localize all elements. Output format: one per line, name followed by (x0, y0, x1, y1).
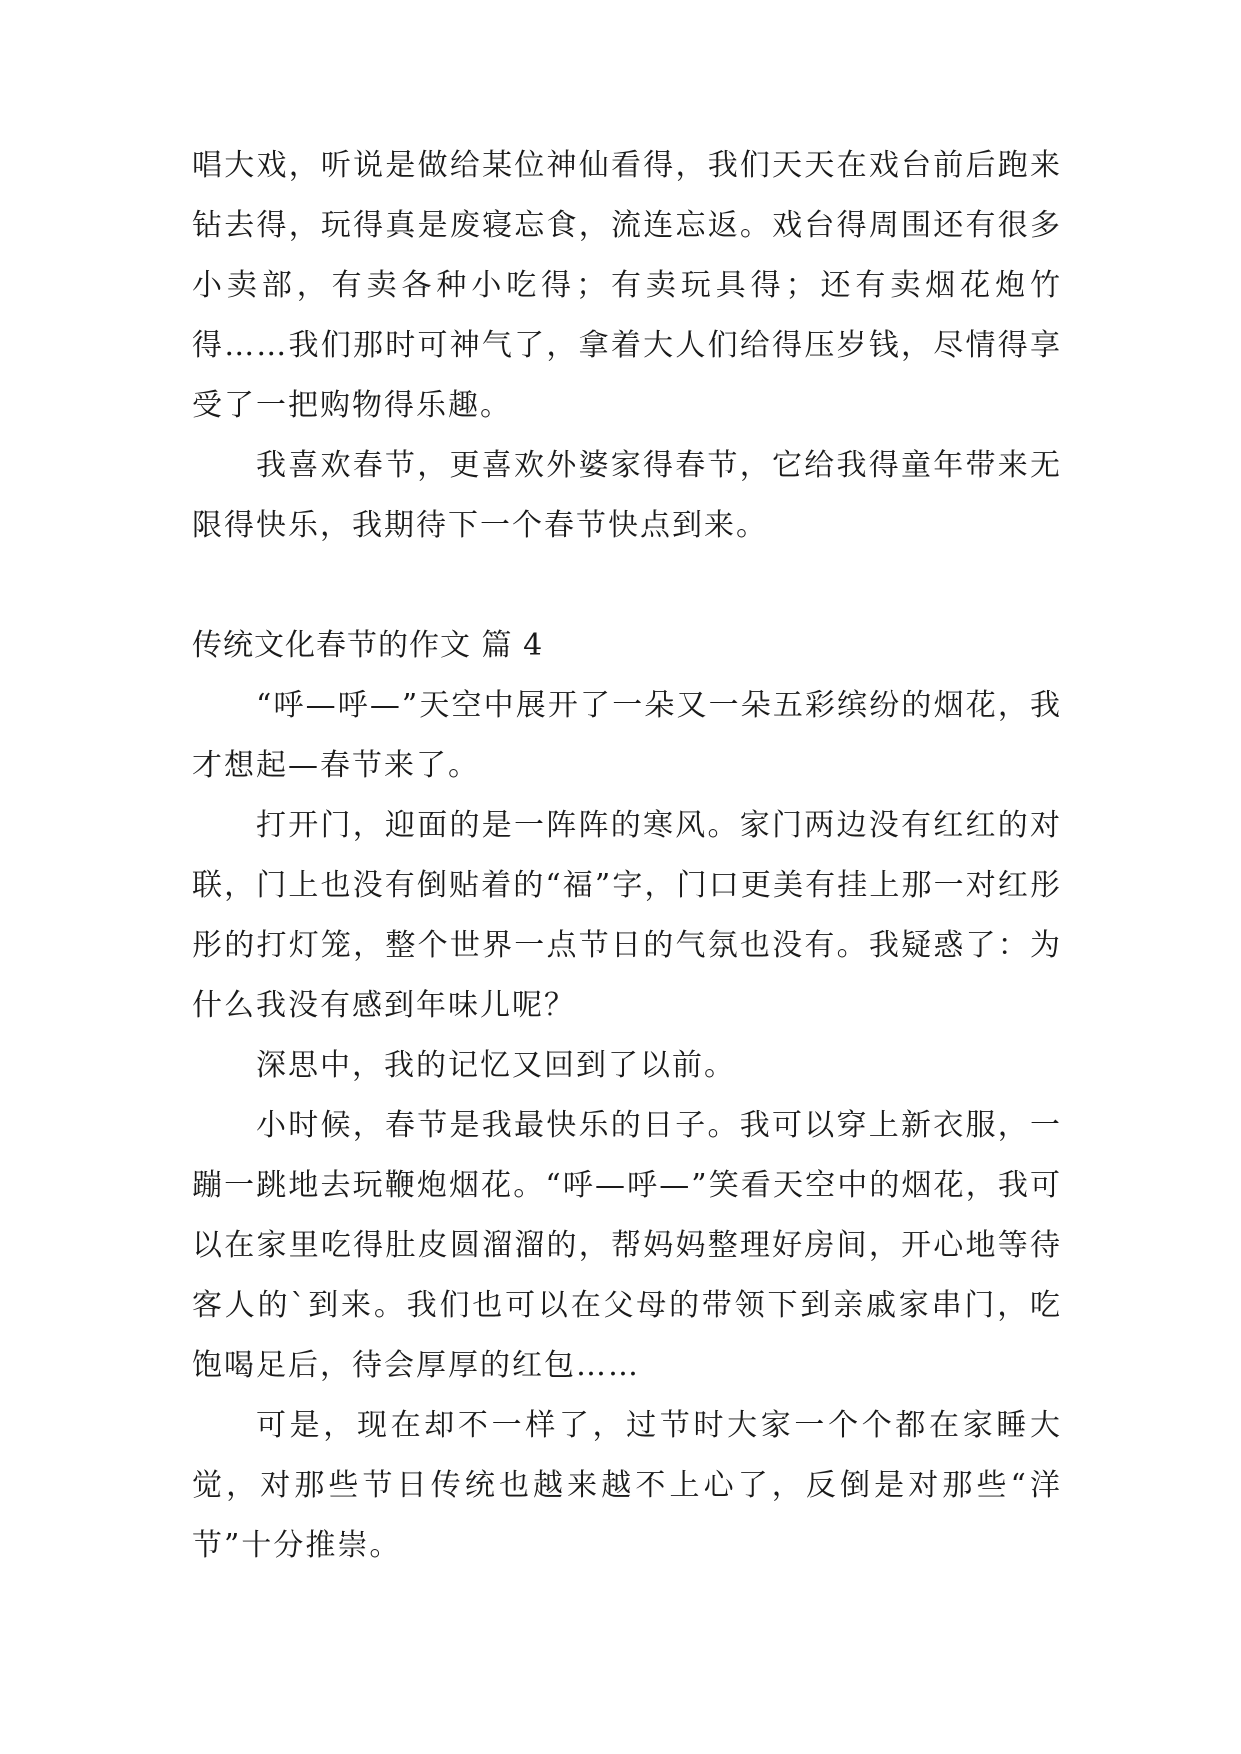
paragraph-memory: 深思中，我的记忆又回到了以前。 (256, 1048, 736, 1083)
section-heading: 传统文化春节的作文 篇 4 (192, 628, 544, 663)
paragraph-childhood: 小时候，春节是我最快乐的日子。我可以穿上新衣服，一蹦一跳地去玩鞭炮烟花。“呼—呼—”笑看天空中的烟花，我可以在家里吃得肚皮圆溜溜的，帮妈妈整理好房间，开心地等待客人的`到来。我们也可以在父母的带领下到亲戚家串门，吃饱喝足后，待会厚厚的红包…… (192, 1108, 1062, 1383)
paragraph-opera: 唱大戏，听说是做给某位神仙看得，我们天天在戏台前后跑来钻去得，玩得真是废寝忘食，流连忘返。戏台得周围还有很多小卖部，有卖各种小吃得；有卖玩具得；还有卖烟花炮竹得……我们那时可神气了，拿着大人们给得压岁钱，尽情得享受了一把购物得乐趣。 (192, 148, 1062, 423)
paragraph-open-door: 打开门，迎面的是一阵阵的寒风。家门两边没有红红的对联，门上也没有倒贴着的“福”字，门口更美有挂上那一对红彤彤的打灯笼，整个世界一点节日的气氛也没有。我疑惑了：为什么我没有感到年味儿呢？ (192, 808, 1062, 1023)
paragraph-now: 可是，现在却不一样了，过节时大家一个个都在家睡大觉，对那些节日传统也越来越不上心了，反倒是对那些“洋节”十分推崇。 (192, 1408, 1062, 1563)
paragraph-love-spring-festival: 我喜欢春节，更喜欢外婆家得春节，它给我得童年带来无限得快乐，我期待下一个春节快点到来。 (192, 448, 1062, 543)
document-page (192, 136, 1062, 1576)
paragraph-fireworks: “呼—呼—”天空中展开了一朵又一朵五彩缤纷的烟花，我才想起—春节来了。 (192, 688, 1062, 783)
section-spacer (192, 556, 1062, 616)
